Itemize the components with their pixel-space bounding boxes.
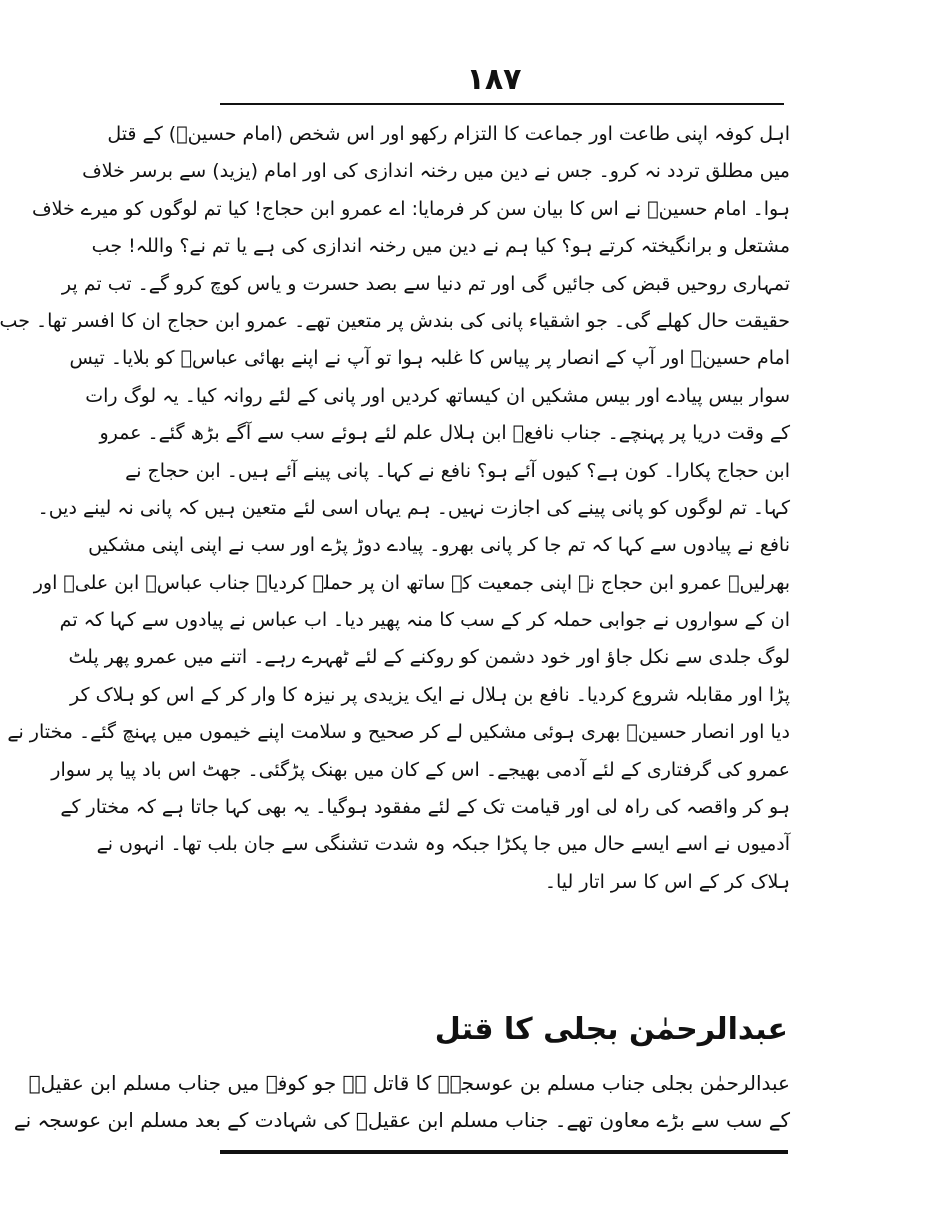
text-line: اہل کوفہ اپنی طاعت اور جماعت کا التزام رکھو اور اس شخص (امام حسینؑ) کے قتل — [107, 123, 790, 145]
text-line: میں مطلق تردد نہ کرو۔ جس نے دین میں رخنہ اندازی کی اور امام (یزید) سے برسر خلاف — [82, 160, 790, 183]
footer-rule — [220, 1150, 788, 1154]
text-line: ہو کر واقصہ کی راہ لی اور قیامت تک کے لئے مفقود ہوگیا۔ یہ بھی کہا جاتا ہے کہ مختار کے — [60, 796, 790, 819]
text-line: عمرو کی گرفتاری کے لئے آدمی بھیجے۔ اس کے کان میں بھنک پڑگئی۔ جھٹ اس باد پیا پر سوار — [51, 758, 790, 781]
text-line: ان کے سواروں نے جوابی حملہ کر کے سب کا منہ پھیر دیا۔ اب عباس نے پیادوں سے کہا کہ تم — [59, 609, 790, 632]
text-line: ابن حجاج پکارا۔ کون ہے؟ کیوں آئے ہو؟ نافع نے کہا۔ پانی پینے آئے ہیں۔ ابن حجاج نے — [125, 459, 790, 482]
text-line: حقیقت حال کھلے گی۔ جو اشقیاء پانی کی بندش پر متعین تھے۔ عمرو ابن حجاج ان کا افسر تھا۔ جب — [0, 309, 790, 332]
text-line: لوگ جلدی سے نکل جاؤ اور خود دشمن کو روکنے کے لئے ٹھہرے رہے۔ اتنے میں عمرو پھر پلٹ — [68, 646, 790, 669]
text-line: آدمیوں نے اسے ایسے حال میں جا پکڑا جبکہ وہ شدت تشنگی سے جان بلب تھا۔ انہوں نے — [96, 833, 790, 856]
text-line: پڑا اور مقابلہ شروع کردیا۔ نافع بن ہلال نے ایک یزیدی پر نیزہ کا وار کر کے اس کو ہلاک کر — [70, 683, 790, 706]
text-line: کہا۔ تم لوگوں کو پانی پینے کی اجازت نہیں۔ ہم یہاں اسی لئے متعین ہیں کہ پانی نہ لینے دیں۔ — [37, 496, 790, 519]
text-line: نافع نے پیادوں سے کہا کہ تم جا کر پانی بھرو۔ پیادے دوڑ پڑے اور سب نے اپنی اپنی مشکیں — [88, 534, 790, 557]
text-line: عبدالرحمٰن بجلی جناب مسلم بن عوسجہؓ کا قاتل ہے جو کوفہ میں جناب مسلم ابن عقیلؑ — [28, 1071, 790, 1095]
main-text-block — [0, 116, 790, 901]
text-line: تمہاری روحیں قبض کی جائیں گی اور تم دنیا سے بصد حسرت و یاس کوچ کرو گے۔ تب تم پر — [61, 272, 790, 295]
text-line: امام حسینؑ اور آپ کے انصار پر پیاس کا غلبہ ہوا تو آپ نے اپنے بھائی عباسؑ کو بلایا۔ تیس — [69, 347, 790, 370]
text-line: ہوا۔ امام حسینؑ نے اس کا بیان سن کر فرمایا: اے عمرو ابن حجاج! کیا تم لوگوں کو میرے خلاف — [31, 197, 790, 220]
text-line: ہلاک کر کے اس کا سر اتار لیا۔ — [544, 870, 790, 893]
second-text-block — [13, 1063, 790, 1138]
text-line: سوار بیس پیادے اور بیس مشکیں ان کیساتھ کردیں اور پانی کے لئے روانہ کیا۔ یہ لوگ رات — [85, 384, 790, 407]
text-line: مشتعل و برانگیختہ کرتے ہو؟ کیا ہم نے دین میں رخنہ اندازی کی ہے یا تم نے؟ واللہ! جب — [91, 235, 790, 258]
text-line: کے سب سے بڑے معاون تھے۔ جناب مسلم ابن عقیلؑ کی شہادت کے بعد مسلم ابن عوسجہ نے — [13, 1108, 790, 1133]
text-line: بھرلیں۔ عمرو ابن حجاج نے اپنی جمعیت کے ساتھ ان پر حملہ کردیا۔ جناب عباسؑ ابن علیؑ اور — [33, 571, 790, 594]
header-rule — [220, 103, 784, 105]
text-line: دیا اور انصار حسینؑ بھری ہوئی مشکیں لے کر صحیح و سلامت اپنے خیموں میں پہنچ گئے۔ مختار نے — [7, 721, 790, 744]
section-heading: عبدالرحمٰن بجلی کا قتل — [434, 1012, 788, 1047]
page-number: ۱۸۷ — [466, 62, 522, 97]
text-line: کے وقت دریا پر پہنچے۔ جناب نافعؓ ابن ہلال علم لئے ہوئے سب سے آگے بڑھ گئے۔ عمرو — [99, 422, 790, 445]
